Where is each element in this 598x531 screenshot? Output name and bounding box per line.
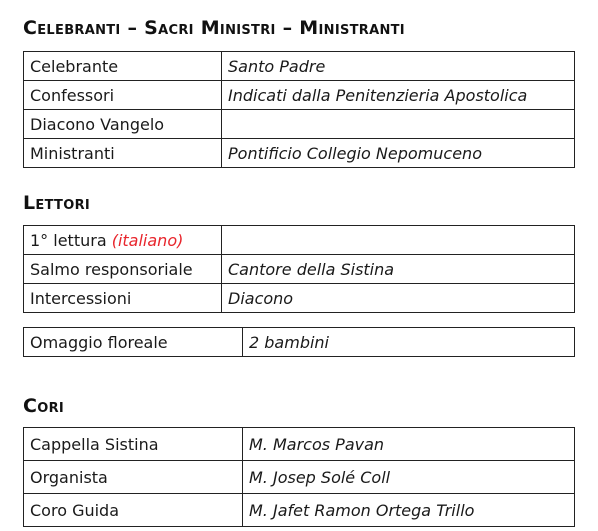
row-label: Diacono Vangelo: [24, 110, 222, 139]
row-label-text: 1° lettura: [30, 230, 107, 250]
table-row: [24, 428, 575, 461]
table-omaggio: [23, 327, 575, 357]
table-celebranti: [23, 51, 575, 168]
row-value: M. Josep Solé Coll: [243, 461, 575, 494]
row-label: Salmo responsoriale: [24, 255, 222, 284]
table-lettori: [23, 225, 575, 313]
row-value: 2 bambini: [243, 328, 575, 357]
row-value: Cantore della Sistina: [222, 255, 575, 284]
section-title-cori: Cori: [23, 395, 65, 417]
row-label: Intercessioni: [24, 284, 222, 313]
row-value: [222, 110, 575, 139]
row-value: Indicati dalla Penitenzieria Apostolica: [222, 81, 575, 110]
language-note: (italiano): [111, 230, 184, 250]
row-label: Celebrante: [24, 52, 222, 81]
table-row: [24, 81, 575, 110]
table-row: [24, 461, 575, 494]
table-row: [24, 52, 575, 81]
table-cori: [23, 427, 575, 527]
section-title-celebranti: Celebranti – Sacri Ministri – Ministranti: [23, 17, 405, 39]
table-row: [24, 226, 575, 255]
table-row: [24, 255, 575, 284]
row-value: [222, 226, 575, 255]
row-label: Organista: [24, 461, 243, 494]
row-label: Ministranti: [24, 139, 222, 168]
row-value: Diacono: [222, 284, 575, 313]
table-row: [24, 494, 575, 527]
row-label: Cappella Sistina: [24, 428, 243, 461]
row-value: M. Marcos Pavan: [243, 428, 575, 461]
section-title-lettori: Lettori: [23, 192, 91, 214]
row-label: [24, 226, 222, 255]
table-row: [24, 139, 575, 168]
row-value: Pontificio Collegio Nepomuceno: [222, 139, 575, 168]
row-value: Santo Padre: [222, 52, 575, 81]
table-row: [24, 328, 575, 357]
table-row: [24, 284, 575, 313]
row-label: Confessori: [24, 81, 222, 110]
table-row: [24, 110, 575, 139]
row-label: Coro Guida: [24, 494, 243, 527]
row-label: Omaggio floreale: [24, 328, 243, 357]
row-value: M. Jafet Ramon Ortega Trillo: [243, 494, 575, 527]
